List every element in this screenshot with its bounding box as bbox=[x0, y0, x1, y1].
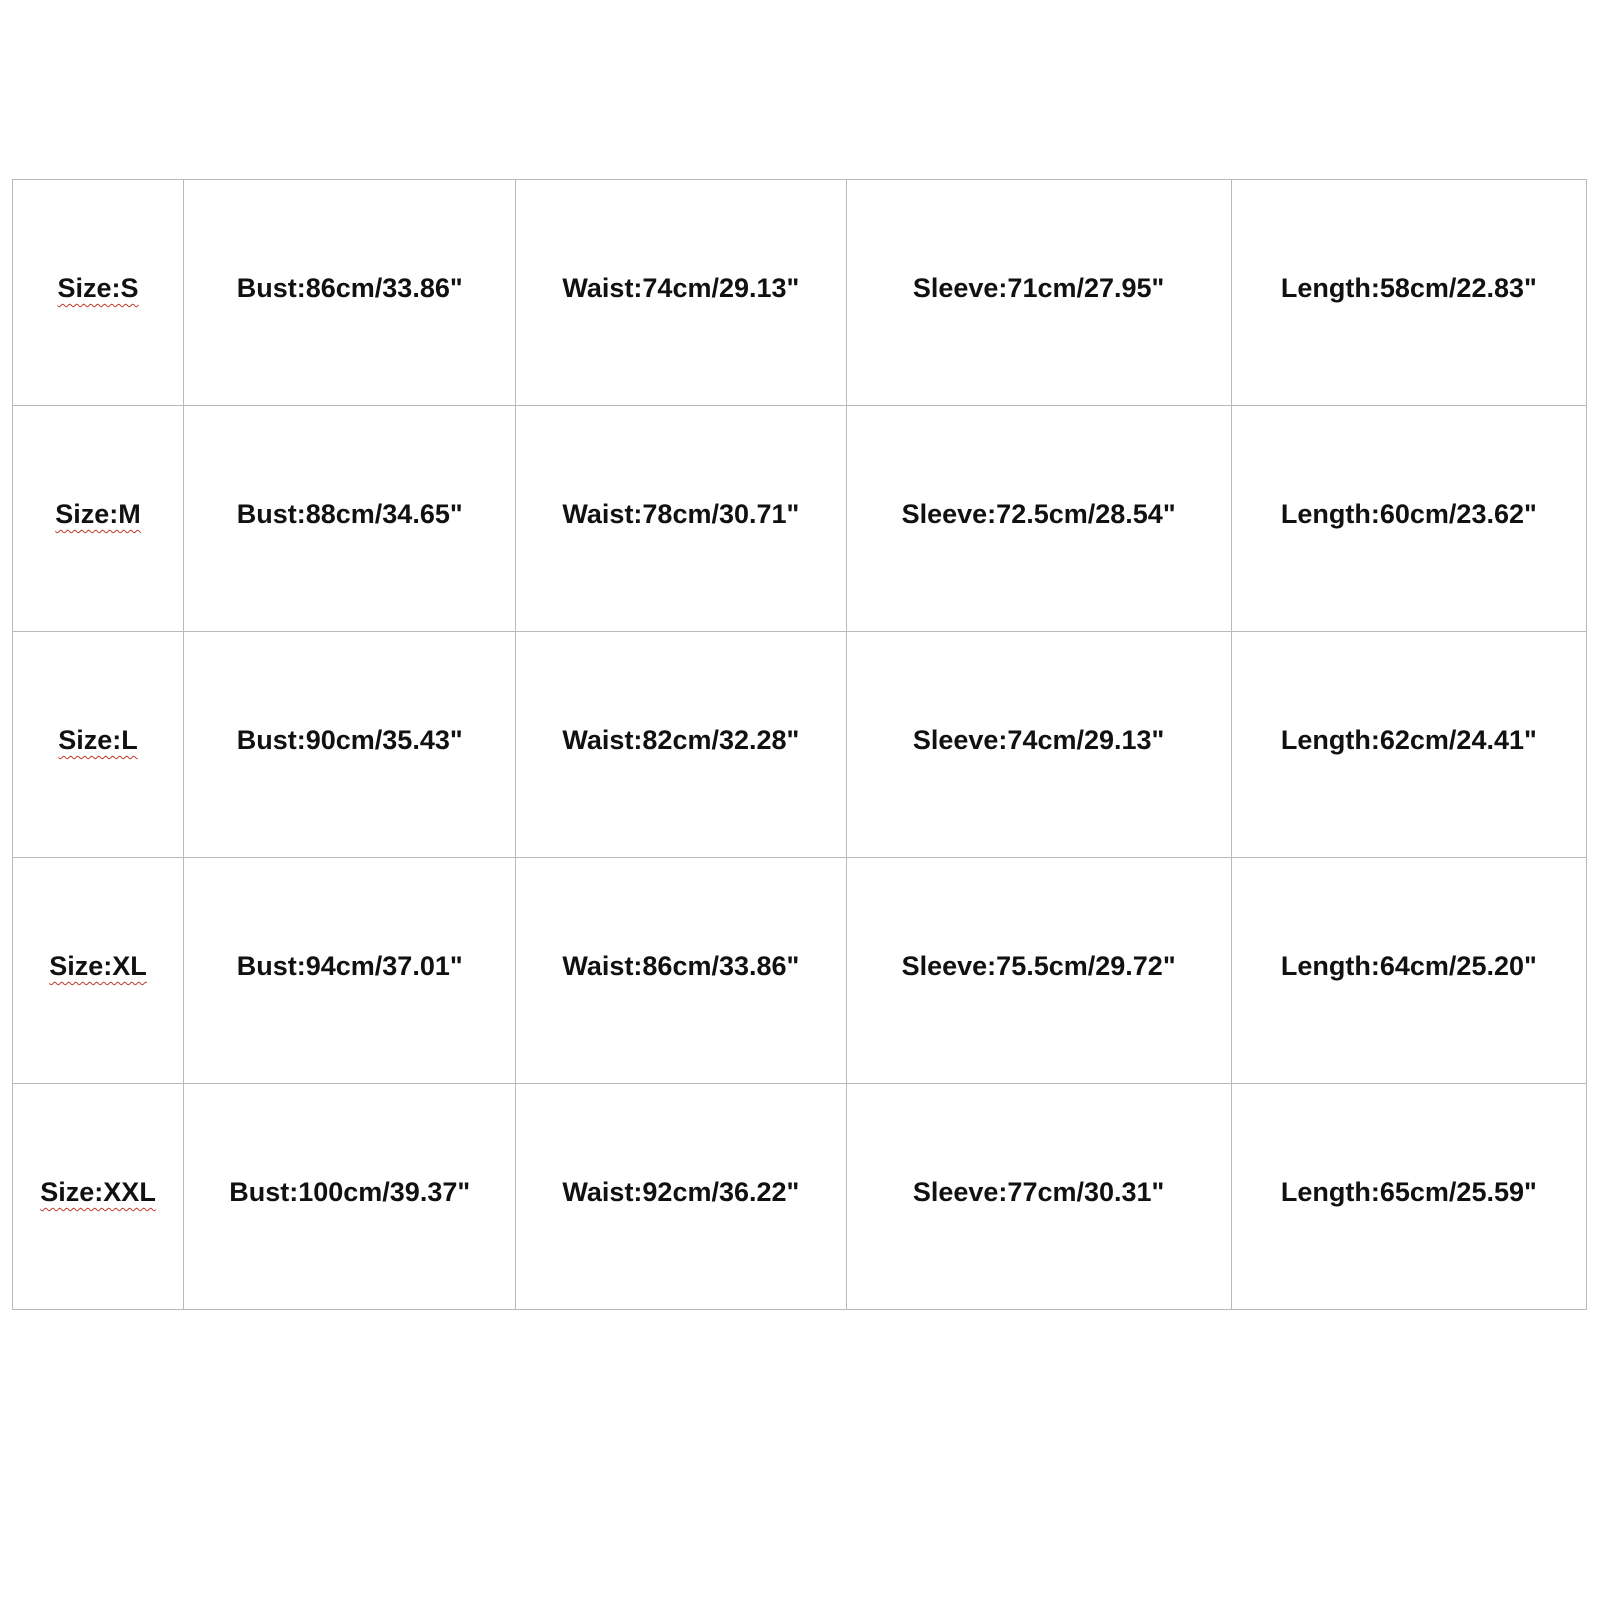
size-cell bbox=[13, 1084, 184, 1310]
length-cell bbox=[1231, 406, 1586, 632]
bust-cell bbox=[184, 858, 516, 1084]
size-cell bbox=[13, 632, 184, 858]
size-label: Size:L bbox=[58, 725, 138, 755]
sleeve-cell bbox=[846, 632, 1231, 858]
waist-value: Waist:82cm/32.28" bbox=[562, 725, 800, 755]
length-cell bbox=[1231, 632, 1586, 858]
length-value: Length:58cm/22.83" bbox=[1280, 273, 1537, 303]
sleeve-value: Sleeve:75.5cm/29.72" bbox=[901, 951, 1176, 981]
length-value: Length:62cm/24.41" bbox=[1280, 725, 1537, 755]
waist-value: Waist:74cm/29.13" bbox=[562, 273, 800, 303]
bust-cell bbox=[184, 1084, 516, 1310]
table-row bbox=[13, 406, 1587, 632]
bust-value: Bust:94cm/37.01" bbox=[236, 951, 463, 981]
size-cell bbox=[13, 406, 184, 632]
sleeve-value: Sleeve:71cm/27.95" bbox=[912, 273, 1165, 303]
table-row bbox=[13, 858, 1587, 1084]
size-chart-table bbox=[12, 179, 1587, 1310]
length-value: Length:64cm/25.20" bbox=[1280, 951, 1537, 981]
size-cell bbox=[13, 858, 184, 1084]
bust-cell bbox=[184, 632, 516, 858]
length-cell bbox=[1231, 858, 1586, 1084]
waist-cell bbox=[516, 180, 846, 406]
bust-value: Bust:86cm/33.86" bbox=[236, 273, 463, 303]
waist-cell bbox=[516, 632, 846, 858]
size-label: Size:XL bbox=[49, 951, 147, 981]
bust-value: Bust:88cm/34.65" bbox=[236, 499, 463, 529]
sleeve-value: Sleeve:74cm/29.13" bbox=[912, 725, 1165, 755]
table-row bbox=[13, 1084, 1587, 1310]
bust-cell bbox=[184, 180, 516, 406]
waist-cell bbox=[516, 858, 846, 1084]
sleeve-cell bbox=[846, 1084, 1231, 1310]
size-cell bbox=[13, 180, 184, 406]
length-value: Length:60cm/23.62" bbox=[1280, 499, 1537, 529]
length-value: Length:65cm/25.59" bbox=[1280, 1177, 1537, 1207]
sleeve-cell bbox=[846, 858, 1231, 1084]
table-row bbox=[13, 180, 1587, 406]
waist-cell bbox=[516, 406, 846, 632]
bust-value: Bust:90cm/35.43" bbox=[236, 725, 463, 755]
waist-value: Waist:92cm/36.22" bbox=[562, 1177, 800, 1207]
sleeve-cell bbox=[846, 180, 1231, 406]
table-row bbox=[13, 632, 1587, 858]
size-label: Size:XXL bbox=[40, 1177, 156, 1207]
sleeve-value: Sleeve:72.5cm/28.54" bbox=[901, 499, 1176, 529]
sleeve-value: Sleeve:77cm/30.31" bbox=[912, 1177, 1165, 1207]
waist-cell bbox=[516, 1084, 846, 1310]
bust-value: Bust:100cm/39.37" bbox=[229, 1177, 471, 1207]
sleeve-cell bbox=[846, 406, 1231, 632]
waist-value: Waist:78cm/30.71" bbox=[562, 499, 800, 529]
length-cell bbox=[1231, 1084, 1586, 1310]
size-label: Size:M bbox=[55, 499, 141, 529]
bust-cell bbox=[184, 406, 516, 632]
waist-value: Waist:86cm/33.86" bbox=[562, 951, 800, 981]
length-cell bbox=[1231, 180, 1586, 406]
size-label: Size:S bbox=[57, 273, 139, 303]
